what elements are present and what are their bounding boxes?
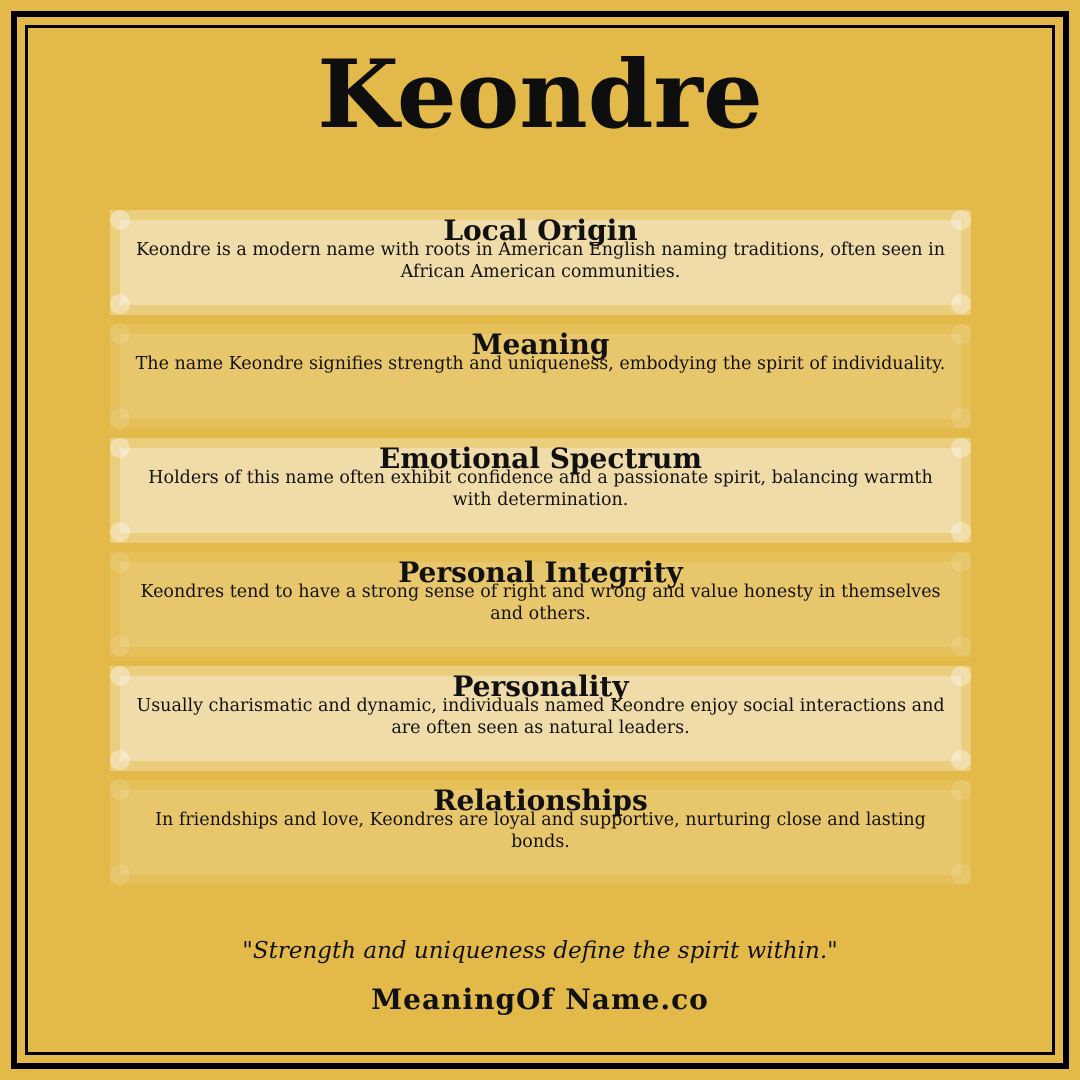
- section-heading: Personal Integrity: [398, 556, 683, 589]
- corner-dot: [110, 750, 130, 770]
- section-text: In friendships and love, Keondres are loyal and supportive, nurturing close and lasting bonds.: [155, 810, 926, 852]
- section-text: Holders of this name often exhibit confidence and a passionate spirit, balancing warmth with determination.: [148, 468, 933, 510]
- section-card: [110, 666, 971, 771]
- corner-dot: [110, 864, 130, 884]
- corner-dot: [110, 522, 130, 542]
- section-text: The name Keondre signifies strength and uniqueness, embodying the spirit of individuality.: [135, 354, 946, 374]
- section-card: [110, 780, 971, 885]
- corner-dot: [110, 294, 130, 314]
- section-card: [110, 438, 971, 543]
- section-text: Usually charismatic and dynamic, individuals named Keondre enjoy social interactions and are often seen as natural leaders.: [136, 696, 945, 738]
- section-card: [110, 324, 971, 429]
- section-heading: Meaning: [471, 328, 610, 361]
- corner-dot: [110, 636, 130, 656]
- site-name: MeaningOf Name.co: [371, 983, 709, 1016]
- corner-dot: [951, 408, 971, 428]
- name-title: Keondre: [317, 40, 763, 150]
- corner-dot: [951, 522, 971, 542]
- corner-dot: [110, 408, 130, 428]
- section-heading: Relationships: [433, 784, 648, 817]
- section-text: Keondre is a modern name with roots in American English naming traditions, often seen in African American communities.: [136, 240, 945, 282]
- corner-dot: [951, 636, 971, 656]
- quote: "Strength and uniqueness define the spirit within.": [242, 938, 838, 964]
- section-text: Keondres tend to have a strong sense of right and wrong and value honesty in themselves and others.: [140, 582, 941, 624]
- section-heading: Personality: [452, 670, 629, 703]
- corner-dot: [951, 294, 971, 314]
- section-card: [110, 210, 971, 315]
- section-heading: Emotional Spectrum: [378, 442, 703, 475]
- corner-dot: [951, 864, 971, 884]
- corner-dot: [951, 750, 971, 770]
- section-card: [110, 552, 971, 657]
- section-heading: Local Origin: [443, 214, 638, 247]
